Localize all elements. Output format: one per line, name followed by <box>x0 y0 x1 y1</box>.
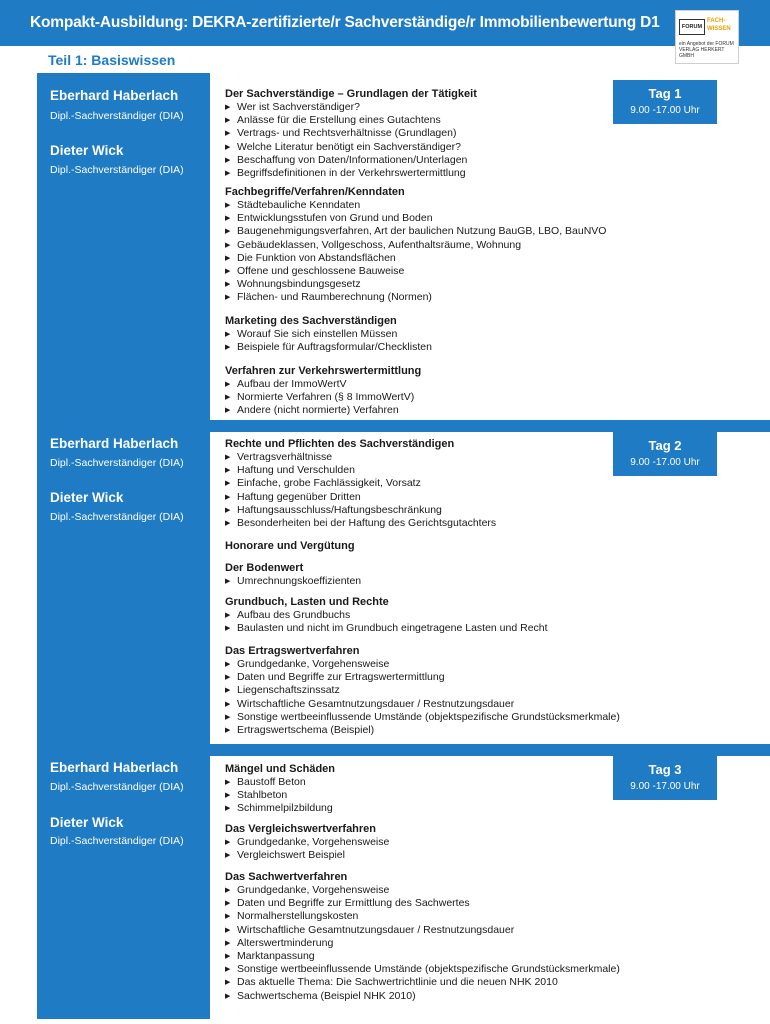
day-separator <box>37 420 770 432</box>
list-item: ▶ Haftungsausschluss/Haftungsbeschränkung <box>225 504 745 517</box>
topic-block <box>225 562 745 588</box>
list-item: ▶ Andere (nicht normierte) Verfahren <box>225 404 745 417</box>
list-item: ▶ Haftung und Verschulden <box>225 464 745 477</box>
list-item: ▶ Normierte Verfahren (§ 8 ImmoWertV) <box>225 391 745 404</box>
list-item: ▶ Flächen- und Raumberechnung (Normen) <box>225 291 745 304</box>
list-item: ▶ Daten und Begriffe zur Ertragswertermittlung <box>225 671 745 684</box>
logo-fachwissen-mark: FACH-WISSEN <box>707 18 731 32</box>
topic-block <box>225 315 745 354</box>
topic-list <box>225 199 745 305</box>
speaker-role: Dipl.-Sachverständiger (DIA) <box>50 835 184 847</box>
list-item: ▶ Baugenehmigungsverfahren, Art der baulichen Nutzung BauGB, LBO, BauNVO <box>225 225 745 238</box>
topic-list <box>225 836 745 862</box>
list-item: ▶ Umrechnungskoeffizienten <box>225 575 745 588</box>
topic-heading: Das Vergleichswertverfahren <box>225 823 377 835</box>
list-item: ▶ Marktanpassung <box>225 950 745 963</box>
list-item: ▶ Baulasten und nicht im Grundbuch eingetragene Lasten und Recht <box>225 622 745 635</box>
topic-list <box>225 378 745 418</box>
topic-heading: Das Ertragswertverfahren <box>225 645 360 657</box>
list-item: ▶ Sonstige wertbeeinflussende Umstände (objektspezifische Grundstücksmerkmale) <box>225 963 745 976</box>
section-title: Teil 1: Basiswissen <box>48 52 176 68</box>
topic-heading: Fachbegriffe/Verfahren/Kenndaten <box>225 186 405 198</box>
day-time: 9.00 -17.00 Uhr <box>630 105 700 116</box>
topic-heading: Grundbuch, Lasten und Rechte <box>225 596 389 608</box>
topic-heading: Das Sachwertverfahren <box>225 871 348 883</box>
topic-heading: Honorare und Vergütung <box>225 540 355 552</box>
list-item: ▶ Ertragswertschema (Beispiel) <box>225 724 745 737</box>
speaker-sidebar <box>37 73 210 1019</box>
forum-verlag-logo <box>675 10 739 64</box>
topic-list <box>225 101 745 180</box>
day-label: Tag 2 <box>648 438 682 453</box>
list-item: ▶ Aufbau der ImmoWertV <box>225 378 745 391</box>
logo-forum-mark: FORUM <box>679 19 705 35</box>
topic-block <box>225 596 745 635</box>
list-item: ▶ Worauf Sie sich einstellen Müssen <box>225 328 745 341</box>
list-item: ▶ Baustoff Beton <box>225 776 745 789</box>
list-item: ▶ Sonstige wertbeeinflussende Umstände (objektspezifische Grundstücksmerkmale) <box>225 711 745 724</box>
topic-heading: Mängel und Schäden <box>225 763 336 775</box>
header-bar <box>0 0 770 46</box>
topic-block <box>225 645 745 737</box>
day-label: Tag 1 <box>648 86 682 101</box>
list-item: ▶ Daten und Begriffe zur Ermittlung des Sachwertes <box>225 897 745 910</box>
topic-list <box>225 575 745 588</box>
day-label: Tag 3 <box>648 762 682 777</box>
topic-block <box>225 540 745 553</box>
list-item: ▶ Beispiele für Auftragsformular/Checklisten <box>225 341 745 354</box>
list-item: ▶ Wirtschaftliche Gesamtnutzungsdauer / Restnutzungsdauer <box>225 698 745 711</box>
list-item: ▶ Stahlbeton <box>225 789 745 802</box>
topic-heading: Rechte und Pflichten des Sachverständigen <box>225 438 455 450</box>
list-item: ▶ Besonderheiten bei der Haftung des Gerichtsgutachters <box>225 517 745 530</box>
topic-list <box>225 776 745 816</box>
list-item: ▶ Aufbau des Grundbuchs <box>225 609 745 622</box>
speaker-name: Dieter Wick <box>50 815 124 830</box>
topic-block <box>225 763 745 816</box>
list-item: ▶ Städtebauliche Kenndaten <box>225 199 745 212</box>
day-time: 9.00 -17.00 Uhr <box>630 457 700 468</box>
topic-block <box>225 823 745 862</box>
list-item: ▶ Vertrags- und Rechtsverhältnisse (Grundlagen) <box>225 127 745 140</box>
list-item: ▶ Schimmelpilzbildung <box>225 802 745 815</box>
speaker-role: Dipl.-Sachverständiger (DIA) <box>50 110 184 122</box>
logo-publisher-text: ein Angebot der FORUM VERLAG HERKERT GMBH <box>679 41 734 59</box>
speaker-role: Dipl.-Sachverständiger (DIA) <box>50 457 184 469</box>
document-title: Kompakt-Ausbildung: DEKRA-zertifizierte/r Sachverständige/r Immobilienbewertung D1 <box>30 14 660 31</box>
list-item: ▶ Grundgedanke, Vorgehensweise <box>225 836 745 849</box>
list-item: ▶ Das aktuelle Thema: Die Sachwertrichtlinie und die neuen NHK 2010 <box>225 976 745 989</box>
list-item: ▶ Normalherstellungskosten <box>225 910 745 923</box>
topic-heading: Der Bodenwert <box>225 562 304 574</box>
topic-heading: Marketing des Sachverständigen <box>225 315 397 327</box>
speaker-name: Eberhard Haberlach <box>50 88 179 103</box>
list-item: ▶ Einfache, grobe Fachlässigkeit, Vorsatz <box>225 477 745 490</box>
list-item: ▶ Begriffsdefinitionen in der Verkehrswertermittlung <box>225 167 745 180</box>
list-item: ▶ Welche Literatur benötigt ein Sachverständiger? <box>225 141 745 154</box>
list-item: ▶ Grundgedanke, Vorgehensweise <box>225 658 745 671</box>
speaker-role: Dipl.-Sachverständiger (DIA) <box>50 511 184 523</box>
topic-block <box>225 365 745 418</box>
speaker-role: Dipl.-Sachverständiger (DIA) <box>50 164 184 176</box>
list-item: ▶ Beschaffung von Daten/Informationen/Unterlagen <box>225 154 745 167</box>
list-item: ▶ Wirtschaftliche Gesamtnutzungsdauer / Restnutzungsdauer <box>225 924 745 937</box>
topic-block <box>225 438 745 530</box>
topic-block <box>225 88 745 180</box>
list-item: ▶ Die Funktion von Abstandsflächen <box>225 252 745 265</box>
list-item: ▶ Gebäudeklassen, Vollgeschoss, Aufenthaltsräume, Wohnung <box>225 239 745 252</box>
list-item: ▶ Sachwertschema (Beispiel NHK 2010) <box>225 990 745 1003</box>
list-item: ▶ Vergleichswert Beispiel <box>225 849 745 862</box>
topic-list <box>225 658 745 737</box>
list-item: ▶ Anlässe für die Erstellung eines Gutachtens <box>225 114 745 127</box>
speaker-role: Dipl.-Sachverständiger (DIA) <box>50 781 184 793</box>
topic-list <box>225 884 745 1003</box>
list-item: ▶ Haftung gegenüber Dritten <box>225 491 745 504</box>
list-item: ▶ Entwicklungsstufen von Grund und Boden <box>225 212 745 225</box>
topic-list <box>225 609 745 635</box>
topic-block <box>225 871 745 1003</box>
list-item: ▶ Vertragsverhältnisse <box>225 451 745 464</box>
list-item: ▶ Alterswertminderung <box>225 937 745 950</box>
list-item: ▶ Liegenschaftszinssatz <box>225 684 745 697</box>
topic-heading: Der Sachverständige – Grundlagen der Tätigkeit <box>225 88 477 100</box>
topic-block <box>225 186 745 305</box>
speaker-name: Dieter Wick <box>50 490 124 505</box>
speaker-name: Dieter Wick <box>50 143 124 158</box>
day-separator <box>37 744 770 756</box>
topic-list <box>225 328 745 354</box>
topic-list <box>225 451 745 530</box>
day-time: 9.00 -17.00 Uhr <box>630 781 700 792</box>
list-item: ▶ Wohnungsbindungsgesetz <box>225 278 745 291</box>
speaker-name: Eberhard Haberlach <box>50 436 179 451</box>
list-item: ▶ Grundgedanke, Vorgehensweise <box>225 884 745 897</box>
list-item: ▶ Wer ist Sachverständiger? <box>225 101 745 114</box>
topic-heading: Verfahren zur Verkehrswertermittlung <box>225 365 422 377</box>
list-item: ▶ Offene und geschlossene Bauweise <box>225 265 745 278</box>
speaker-name: Eberhard Haberlach <box>50 760 179 775</box>
